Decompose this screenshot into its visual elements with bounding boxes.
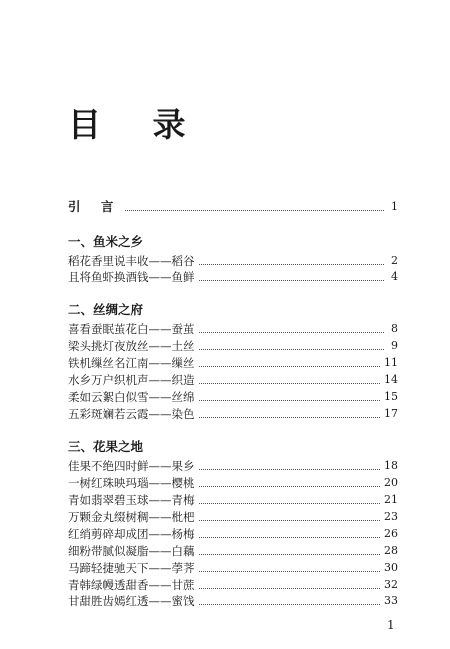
toc-entry-label: 万颗金丸缀树稠——枇杷 xyxy=(68,510,195,524)
toc-entry-label: 马蹄轻捷驰天下——荸荠 xyxy=(68,561,195,575)
toc-entry[interactable] xyxy=(68,509,398,525)
toc-entry-page: 11 xyxy=(384,356,398,369)
toc-entry[interactable] xyxy=(68,577,398,593)
toc-entry-page: 4 xyxy=(391,270,398,283)
section-heading: 一、鱼米之乡 xyxy=(68,234,144,249)
toc-entry[interactable] xyxy=(68,458,398,474)
toc-entry-label: 五彩斑斓若云霞——染色 xyxy=(68,407,195,421)
toc-entry[interactable] xyxy=(68,321,398,337)
toc-entry-page: 30 xyxy=(384,561,398,574)
toc-entry-label: 青韩绿幔透甜香——甘蔗 xyxy=(68,578,195,592)
dot-leader xyxy=(199,349,385,350)
dot-leader xyxy=(199,400,381,401)
dot-leader xyxy=(199,280,385,281)
toc-entry[interactable] xyxy=(68,253,398,269)
toc-entry[interactable] xyxy=(68,475,398,491)
toc-entry-page: 8 xyxy=(391,322,398,335)
toc-entry[interactable] xyxy=(68,593,398,609)
dot-leader xyxy=(199,264,385,265)
toc-entry[interactable] xyxy=(68,338,398,354)
dot-leader xyxy=(199,383,381,384)
toc-entry-page: 28 xyxy=(384,544,398,557)
toc-entry-label: 青如翡翠碧玉球——青梅 xyxy=(68,493,195,507)
dot-leader xyxy=(199,503,381,504)
toc-entry-page: 14 xyxy=(384,373,398,386)
page-title: 目 录 xyxy=(68,105,206,144)
toc-entry-page: 23 xyxy=(384,510,398,523)
dot-leader xyxy=(199,537,381,538)
toc-entry-label: 喜看蚕眠茧花白——蚕茧 xyxy=(68,322,195,336)
toc-entry-page: 2 xyxy=(391,254,398,267)
toc-entry[interactable] xyxy=(68,543,398,559)
toc-entry-page: 17 xyxy=(384,407,398,420)
toc-entry-label: 红绡剪碎却成团——杨梅 xyxy=(68,527,195,541)
dot-leader xyxy=(199,332,385,333)
toc-entry-page: 26 xyxy=(384,527,398,540)
toc-entry-label: 水乡万户织机声——织造 xyxy=(68,373,195,387)
toc-entry-label: 且将鱼虾换酒钱——鱼鲜 xyxy=(68,270,195,284)
dot-leader xyxy=(125,210,384,211)
toc-entry-intro[interactable] xyxy=(68,199,398,215)
toc-entry[interactable] xyxy=(68,372,398,388)
dot-leader xyxy=(199,486,381,487)
dot-leader xyxy=(199,366,381,367)
toc-entry-label: 梁头挑灯夜放丝——土丝 xyxy=(68,339,195,353)
toc-entry-label: 细粉带腻似凝脂——白藕 xyxy=(68,544,195,558)
toc-entry[interactable] xyxy=(68,269,398,285)
toc-entry-label: 引 言 xyxy=(68,199,122,214)
toc-entry-page: 32 xyxy=(384,578,398,591)
dot-leader xyxy=(199,417,381,418)
toc-entry[interactable] xyxy=(68,560,398,576)
dot-leader xyxy=(199,588,381,589)
toc-entry[interactable] xyxy=(68,492,398,508)
toc-entry-page: 18 xyxy=(384,459,398,472)
toc-entry[interactable] xyxy=(68,406,398,422)
section-heading: 三、花果之地 xyxy=(68,439,144,454)
section-heading: 二、丝绸之府 xyxy=(68,302,144,317)
toc-entry-page: 15 xyxy=(384,390,398,403)
toc-entry-page: 33 xyxy=(384,594,398,607)
toc-entry[interactable] xyxy=(68,355,398,371)
toc-entry-label: 铁机缫丝名江南——缫丝 xyxy=(68,356,195,370)
dot-leader xyxy=(199,571,381,572)
toc-entry-label: 稻花香里说丰收——稻谷 xyxy=(68,254,195,268)
page-number: 1 xyxy=(387,618,395,632)
dot-leader xyxy=(199,554,381,555)
toc-entry-page: 21 xyxy=(384,493,398,506)
dot-leader xyxy=(199,604,381,605)
toc-entry-page: 1 xyxy=(391,200,398,213)
toc-entry-label: 柔如云絮白似雪——丝绵 xyxy=(68,390,195,404)
dot-leader xyxy=(199,520,381,521)
toc-entry[interactable] xyxy=(68,389,398,405)
toc-entry-page: 20 xyxy=(384,476,398,489)
toc-entry-label: 甘甜胜齿嫣红透——蜜饯 xyxy=(68,594,195,608)
dot-leader xyxy=(199,469,381,470)
toc-entry-label: 佳果不绝四时鲜——果乡 xyxy=(68,459,195,473)
toc-entry-label: 一树红珠映玛瑙——樱桃 xyxy=(68,476,195,490)
toc-entry-page: 9 xyxy=(391,339,398,352)
toc-entry[interactable] xyxy=(68,526,398,542)
